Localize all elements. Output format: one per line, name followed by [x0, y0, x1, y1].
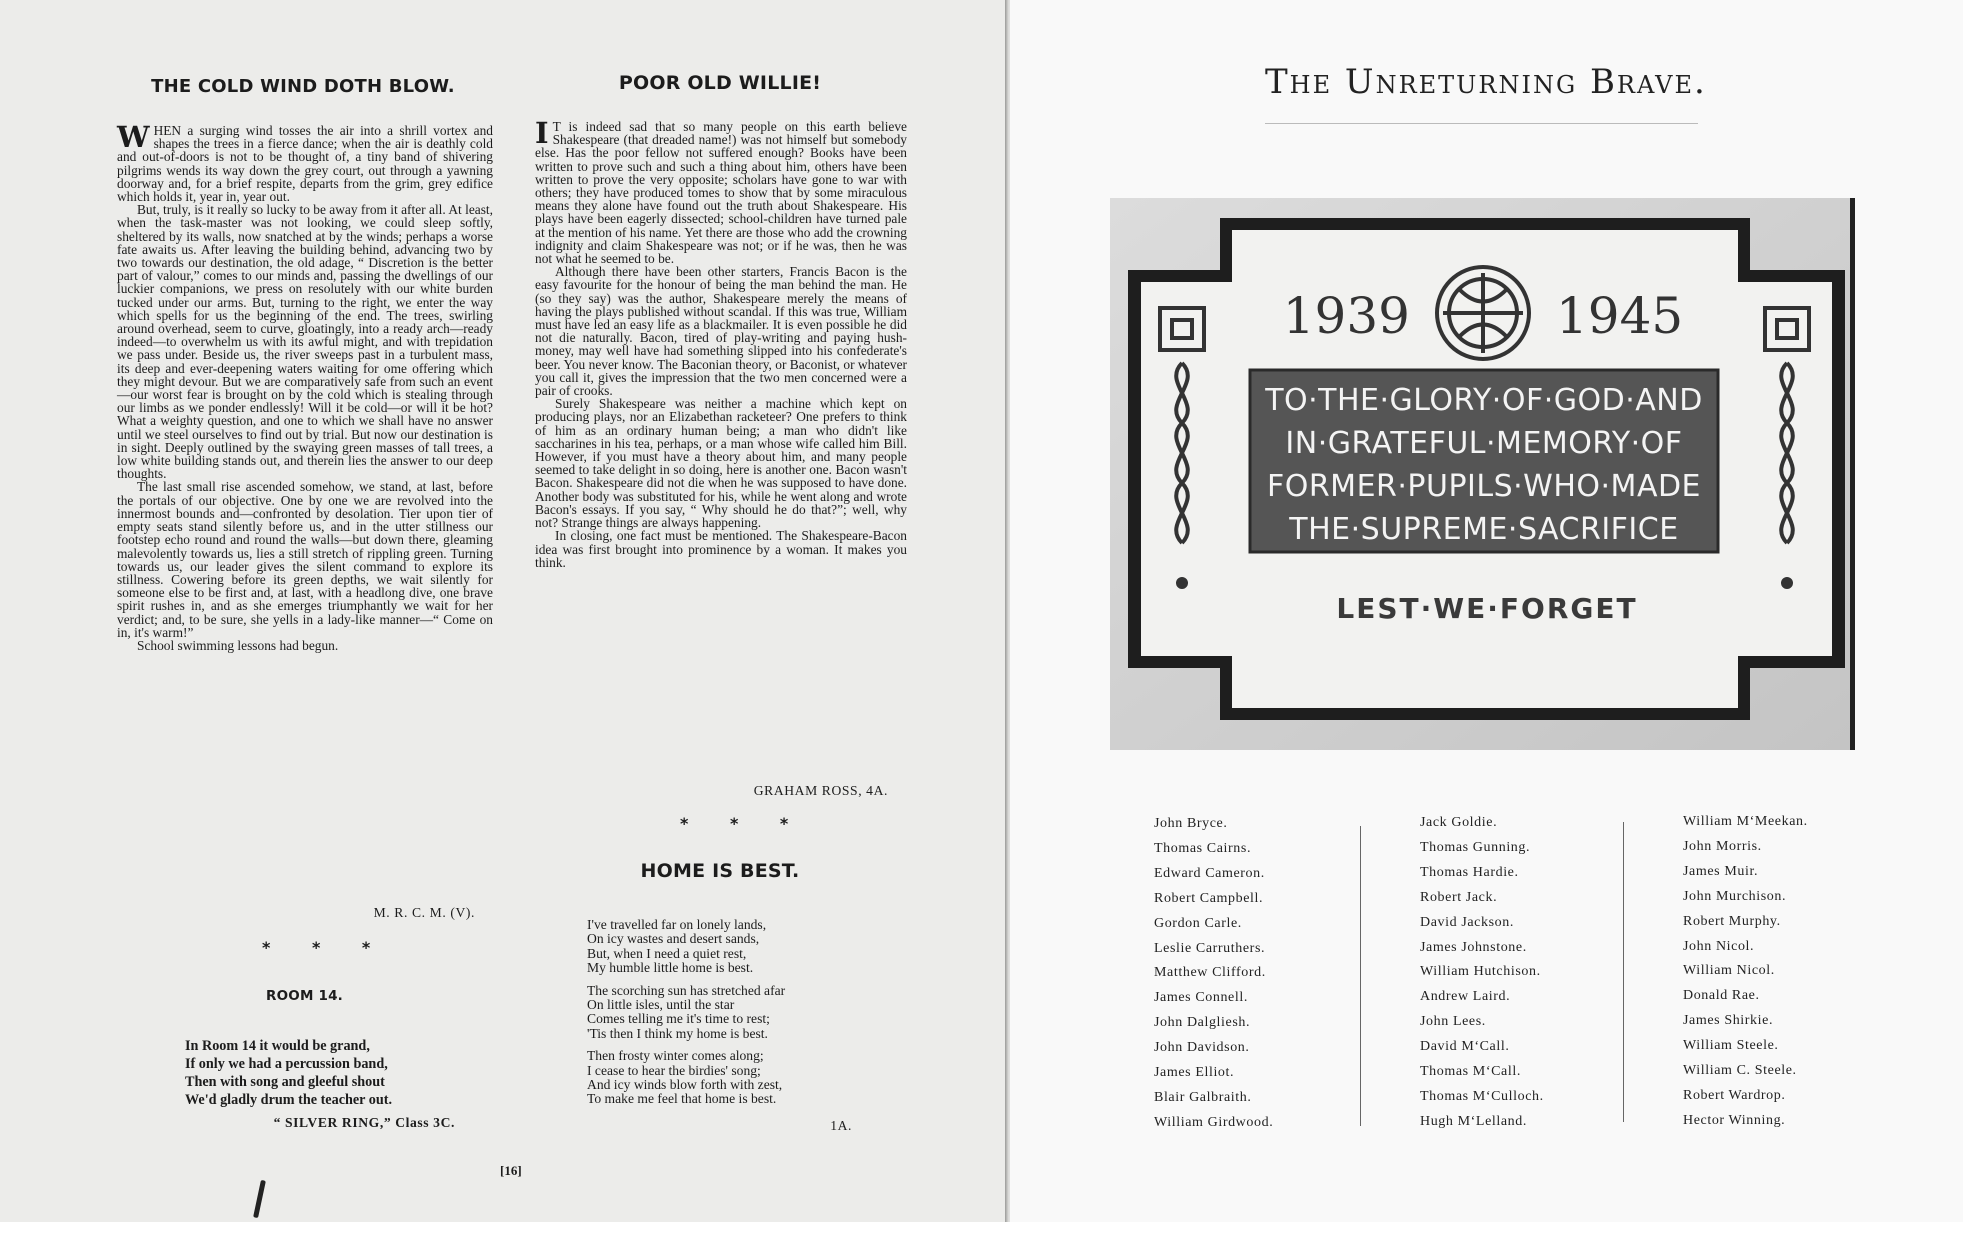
home-poem [587, 918, 785, 1115]
plaque-year-end: 1945 [1556, 287, 1684, 345]
home-title: HOME IS BEST. [640, 860, 800, 882]
name-entry: Leslie Carruthers. [1154, 940, 1266, 956]
name-entry: John Murchison. [1683, 888, 1787, 904]
name-entry: Robert Wardrop. [1683, 1087, 1786, 1103]
name-entry: James Elliot. [1154, 1065, 1235, 1081]
name-entry: Edward Cameron. [1154, 865, 1265, 881]
home-author: 1A. [830, 1118, 852, 1133]
name-entry: Blair Galbraith. [1154, 1089, 1252, 1105]
name-entry: Thomas Cairns. [1154, 840, 1252, 856]
name-entry: Thomas Gunning. [1420, 839, 1531, 855]
home-line: And icy winds blow forth with zest, [587, 1077, 783, 1093]
willie-title: POOR OLD WILLIE! [618, 72, 822, 94]
stars-divider-1: * * * [262, 938, 389, 957]
name-entry: Hector Winning. [1683, 1112, 1786, 1128]
home-line: To make me feel that home is best. [587, 1091, 777, 1107]
room14-line: Then with song and gleeful shout [185, 1074, 385, 1090]
home-line: 'Tis then I think my home is best. [587, 1025, 768, 1041]
name-entry: Andrew Laird. [1420, 989, 1511, 1005]
name-entry: Donald Rae. [1683, 988, 1760, 1004]
home-stanza [587, 984, 785, 1042]
name-entry: Matthew Clifford. [1154, 965, 1266, 981]
plaque-line-4: THE·SUPREME·SACRIFICE [1289, 512, 1679, 547]
name-entry: Thomas Hardie. [1420, 864, 1519, 880]
home-line: On little isles, until the star [587, 997, 735, 1013]
room14-line: If only we had a percussion band, [185, 1056, 388, 1072]
page-number: [16] [500, 1163, 522, 1178]
stars-divider-2: * * * [680, 814, 807, 833]
home-stanza [587, 918, 785, 976]
name-entry: Thomas M‘Culloch. [1420, 1088, 1544, 1104]
name-entry: John Davidson. [1154, 1040, 1250, 1056]
name-entry: David Jackson. [1420, 914, 1514, 930]
name-entry: William M‘Meekan. [1683, 814, 1808, 829]
plaque-motto: LEST·WE·FORGET [1336, 592, 1638, 625]
home-line: Then frosty winter comes along; [587, 1048, 764, 1064]
cold-wind-para-3: The last small rise ascended somehow, we stand, at last, before the portals of our objective. One by one we are revolved into the innermost bounds and—confronted by desolation. Tier upon tier of empty seats stand silently before us, and in the utter stillness our footstep echo round and round the walls—but down there, gleaming malevolently towards us, lies a still stretch of rippling green. Turning towards us, our leader gives the silent command to explore its stillness. Cowering before its green depths, we wait silently for someone else to be first and, at last, with a headlong dive, one brave spirit rushes in, and as she emerges triumphantly we wait for her verdict; and, to be sure, she yells in a lady-like manner—“ Come on in, it's warm!” [117, 479, 493, 640]
title-underline [1265, 123, 1698, 124]
cold-wind-author: M. R. C. M. (V). [373, 905, 475, 920]
bottom-margin [0, 1222, 1963, 1233]
name-entry: William Steele. [1683, 1038, 1779, 1054]
name-entry: John Nicol. [1683, 938, 1755, 954]
plaque-year-start: 1939 [1282, 287, 1410, 345]
name-entry: James Connell. [1154, 990, 1248, 1006]
willie-para-4: In closing, one fact must be mentioned. The Shakespeare-Bacon idea was first brought into prominence by a woman. It makes you think. [535, 528, 907, 570]
home-line: I've travelled far on lonely lands, [587, 917, 767, 932]
memorial-plaque-photo [1110, 198, 1855, 750]
cold-wind-para-4: School swimming lessons had begun. [137, 637, 339, 653]
names-divider-2 [1623, 822, 1624, 1122]
celtic-knot-emblem [1437, 267, 1529, 359]
name-entry: Robert Murphy. [1683, 913, 1781, 929]
home-line: Comes telling me it's time to rest; [587, 1011, 770, 1027]
dropcap-w: W [117, 120, 150, 154]
dropcap-i: I [535, 116, 549, 150]
home-line: On icy wastes and desert sands, [587, 931, 760, 947]
name-entry: Thomas M‘Call. [1420, 1064, 1521, 1080]
cold-wind-title: THE COLD WIND DOTH BLOW. [151, 76, 455, 97]
room14-author: “ SILVER RING,” Class 3C. [273, 1115, 455, 1130]
willie-para-3: Surely Shakespeare was neither a machine which kept on producing plays, nor an Elizabethan racketeer? One prefers to think of him as an ordinary human being; a man who didn't like saccharines in his tea, perhaps, or a man whose wife called him Bill. However, if you must have a theory about him, and many people seemed to take delight in so doing, here is another one. Bacon wasn't Bacon. Shakespeare did not die when he was supposed to have done. Another body was substituted for his, while he went along and wrote Bacon's essays. If you say, “ Why should he do that?”; well, why not? Strange things are always happening. [535, 396, 907, 531]
name-entry: James Shirkie. [1683, 1013, 1774, 1029]
name-entry: Hugh M‘Lelland. [1420, 1113, 1527, 1129]
plaque-line-2: IN·GRATEFUL·MEMORY·OF [1285, 426, 1683, 461]
name-entry: David M‘Call. [1420, 1039, 1510, 1055]
name-entry: Jack Goldie. [1420, 815, 1498, 830]
room14-poem [185, 1037, 392, 1109]
name-entry: Robert Campbell. [1154, 890, 1264, 906]
name-entry: William Nicol. [1683, 963, 1775, 979]
home-line: But, when I need a quiet rest, [587, 945, 747, 961]
plaque-line-3: FORMER·PUPILS·WHO·MADE [1266, 469, 1702, 504]
names-column-2 [1420, 811, 1544, 1135]
names-column-1 [1154, 812, 1273, 1136]
name-entry: John Lees. [1420, 1014, 1486, 1030]
room14-line: In Room 14 it would be grand, [185, 1038, 370, 1054]
name-entry: William C. Steele. [1683, 1063, 1797, 1079]
cold-wind-para-1: WHEN a surging wind tosses the air into a shrill vortex and shapes the trees in a fierce dance; when the air is deathly cold and out-of-doors is not to be thought of, a tiny band of shivering pilgrims wends its way down the grey court, out through a yawning doorway and, for a brief respite, departs from the grim, grey edifice which holds it, year in, year out. [117, 120, 493, 205]
willie-article [535, 116, 907, 570]
room14-line: We'd gladly drum the teacher out. [185, 1092, 393, 1108]
willie-para-1: I T is indeed sad that so many people on this earth believe Shakespeare (that dreaded name!) was not himself but somebody else. Has the poor fellow not suffered enough? Books have been written to prove such and such a thing about him, others have been written to prove the very opposite; scholars have gone to war with others; they have produced tomes to show that by some miraculous means they alone have found out the truth about Shakespeare. His plays have been eagerly dissected; school-children have turned pale at the mention of his name. Yet there are those who add the crowning indignity and claim Shakespeare was not; or if he was, then he was not what he seemed to be. [535, 116, 907, 267]
plaque-line-1: TO·THE·GLORY·OF·GOD·AND [1265, 383, 1703, 418]
cold-wind-article [117, 120, 493, 653]
name-entry: John Dalgliesh. [1154, 1015, 1251, 1031]
room14-title: ROOM 14. [266, 988, 343, 1004]
willie-para-2: Although there have been other starters, Francis Bacon is the easy favourite for the honour of being the man behind the man. He (so they say) was the author, Shakespeare merely the means of having the plays published without scandal. If this was true, William must have led an easy life as a blackmailer. It is even possible he did not die naturally. Bacon, tired of play-writing and paying hush-money, may well have had something slipped into his confederate's beer. You never know. The Baconian theory, or Baconist, or whatever you call it, gives the impression that the two men concerned were a pair of crooks. [535, 264, 907, 399]
name-entry: William Hutchison. [1420, 964, 1541, 980]
home-stanza [587, 1049, 785, 1107]
cold-wind-para-2: But, truly, is it really so lucky to be away from it after all. At least, when the task-master was not looking, we could sleep softly, sheltered by its walls, now snatched at by the winds; perhaps a worse fate awaits us. After leaving the building behind, advancing two by two towards our destination, the old adage, “ Discretion is the better part of valour,” comes to our minds and, passing the dwellings of our luckier companions, we press on resolutely with our white burden tucked under our arms. But, turning to the right, we enter the way which spells for us the beginning of the end. The trees, swirling around overhead, seem to curve, gloatingly, into a ready arch—ready indeed—to overwhelm us with its awful might, and with trepidation we pass under. Beside us, the river sweeps past in a turbulent mass, its deep and ever-deepening waters waiting for ome offering which they might devour. But we are comparatively safe from such an event—our worst fear is brought on by the cold which is stealing through our limbs as we ponder endlessly! Will it be cold—or will it be hot? What a weighty question, and one to which we shall have no answer until we steel ourselves to find out by trial. But now our destination is in sight. Deeply outlined by the swaying green masses of tall trees, a low white building stands out, and therein lies the answer to our deep thoughts. [117, 202, 493, 482]
names-column-3 [1683, 810, 1808, 1134]
name-entry: James Muir. [1683, 863, 1759, 879]
home-line: The scorching sun has stretched afar [587, 982, 786, 998]
name-entry: Robert Jack. [1420, 889, 1498, 905]
name-entry: Gordon Carle. [1154, 915, 1242, 931]
home-line: My humble little home is best. [587, 960, 754, 976]
willie-author: GRAHAM ROSS, 4A. [753, 783, 888, 798]
name-entry: John Morris. [1683, 838, 1762, 854]
names-divider-1 [1360, 826, 1361, 1126]
memorial-title: The Unreturning Brave. [1265, 62, 1707, 102]
name-entry: John Bryce. [1154, 816, 1228, 831]
name-entry: William Girdwood. [1154, 1114, 1274, 1130]
home-line: I cease to hear the birdies' song; [587, 1062, 761, 1078]
name-entry: James Johnstone. [1420, 939, 1527, 955]
